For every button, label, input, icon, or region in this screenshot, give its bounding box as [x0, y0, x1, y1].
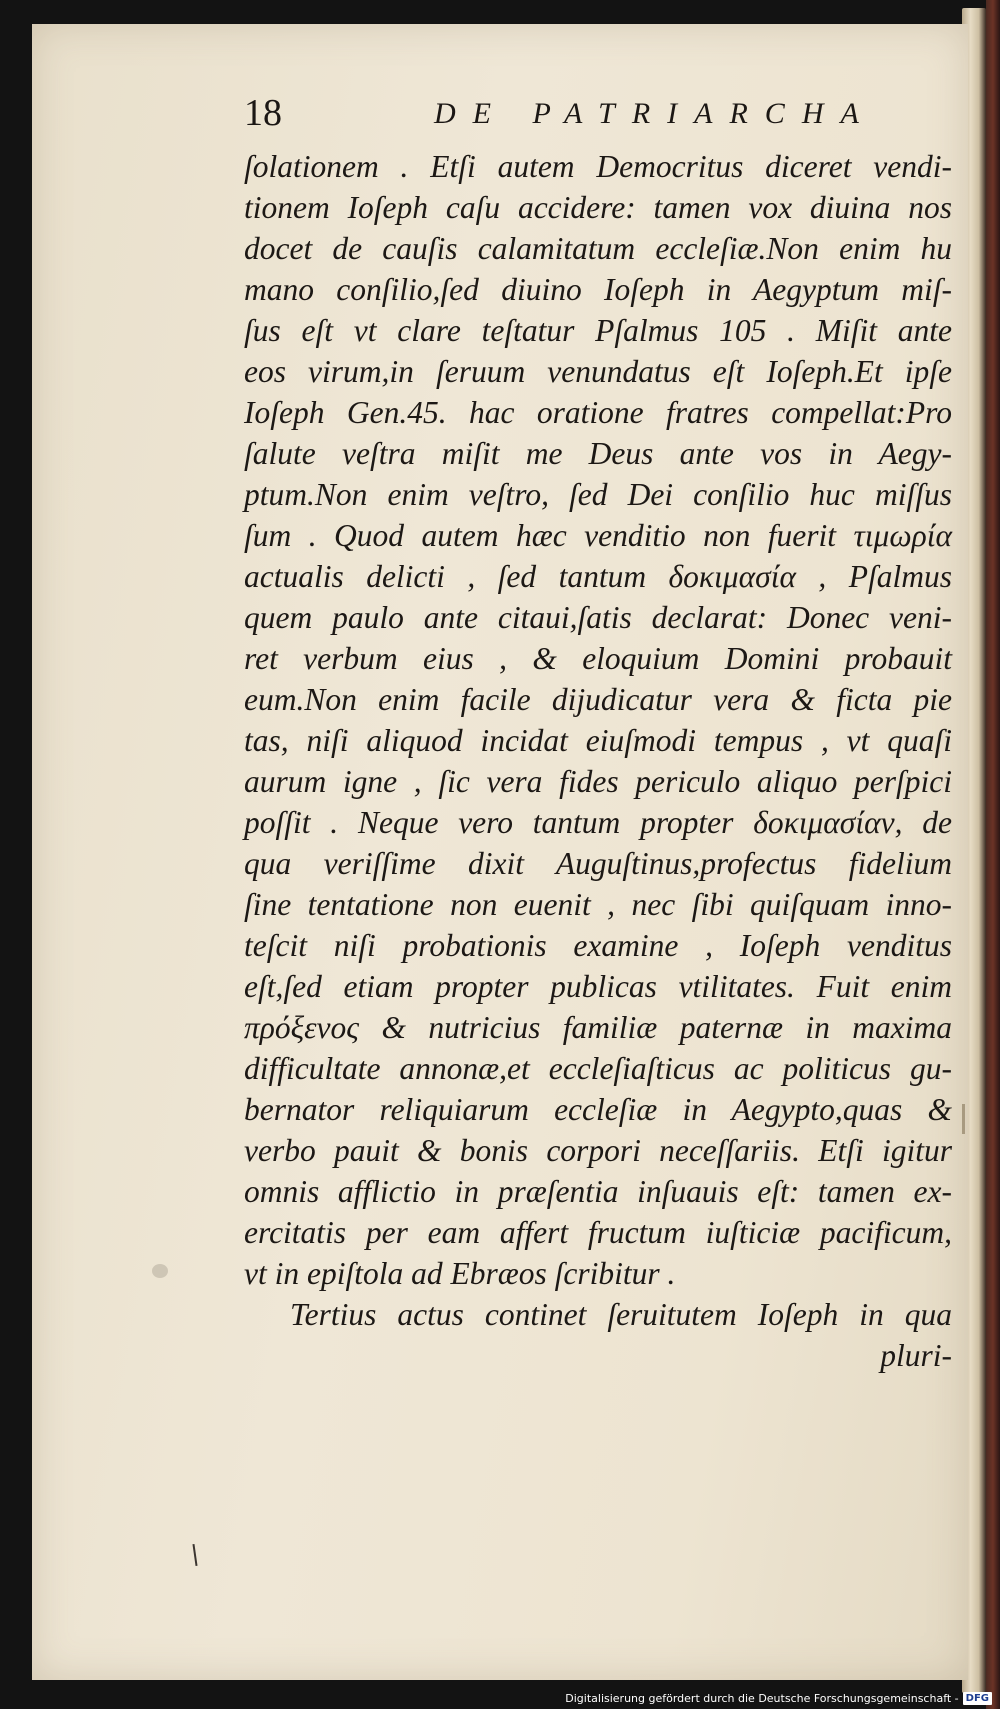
text-line: eos virum,in ſeruum venundatus eſt Ioſeph.Et ipſe — [244, 354, 952, 389]
paper-stain — [152, 1264, 168, 1278]
text-line: ſalute veſtra miſit me Deus ante vos in Aegy- — [244, 436, 952, 471]
text-line: tas, niſi aliquod incidat eiuſmodi tempus , vt quaſi — [244, 723, 952, 758]
text-line: mano conſilio,ſed diuino Ioſeph in Aegyptum miſ- — [244, 272, 952, 307]
page-header — [244, 90, 944, 140]
text-line: bernator reliquiarum eccleſiæ in Aegypto,quas & — [244, 1092, 952, 1127]
paragraph-first-line: Tertius actus continet ſeruitutem Ioſeph in qua — [290, 1297, 952, 1332]
text-line: actualis delicti , ſed tantum δοκιμασία , Pſalmus — [244, 559, 952, 594]
text-line: quem paulo ante citaui,ſatis declarat: Donec veni- — [244, 600, 952, 635]
catchword: pluri- — [880, 1338, 952, 1373]
text-line: ſum . Quod autem hæc venditio non fuerit τιμωρία — [244, 518, 952, 553]
book-cover-edge — [986, 0, 1000, 1709]
text-line: difficultate annonæ,et eccleſiaſticus ac politicus gu- — [244, 1051, 952, 1086]
text-line: πρόξενος & nutricius familiæ paternæ in maxima — [244, 1010, 952, 1045]
page-number: 18 — [244, 92, 282, 134]
text-line: teſcit niſi probationis examine , Ioſeph venditus — [244, 928, 952, 963]
main-text — [244, 146, 952, 1376]
text-line: qua veriſſime dixit Auguſtinus,profectus fidelium — [244, 846, 952, 881]
text-line: aurum igne , ſic vera fides periculo aliquo perſpici — [244, 764, 952, 799]
running-head: DE PATRIARCHA — [434, 97, 876, 130]
text-line: Ioſeph Gen.45. hac oratione fratres compellat:Pro — [244, 395, 952, 430]
text-line: docet de cauſis calamitatum eccleſiæ.Non enim hu — [244, 231, 952, 266]
paper-mark — [192, 1544, 197, 1566]
text-line: verbo pauit & bonis corpori neceſſariis. Etſi igitur — [244, 1133, 952, 1168]
text-line: tionem Ioſeph caſu accidere: tamen vox diuina nos — [244, 190, 952, 225]
text-line: vt in epiſtola ad Ebræos ſcribitur . — [244, 1256, 676, 1291]
text-line: ſine tentatione non euenit , nec ſibi quiſquam inno- — [244, 887, 952, 922]
paper-mark — [962, 1104, 965, 1134]
text-line: eum.Non enim facile dijudicatur vera & ficta pie — [244, 682, 952, 717]
text-line: ercitatis per eam affert fructum iuſticiæ pacificum, — [244, 1215, 952, 1250]
footer-credit: Digitalisierung gefördert durch die Deutsche Forschungsgemeinschaft - — [565, 1691, 959, 1705]
text-line: poſſit . Neque vero tantum propter δοκιμασίαν, de — [244, 805, 952, 840]
text-line: ptum.Non enim veſtro, ſed Dei conſilio huc miſſus — [244, 477, 952, 512]
text-line: ret verbum eius , & eloquium Domini probauit — [244, 641, 952, 676]
dfg-logo: DFG — [963, 1692, 992, 1705]
text-line: eſt,ſed etiam propter publicas vtilitates. Fuit enim — [244, 969, 952, 1004]
digitization-footer — [565, 1690, 992, 1706]
text-line: omnis afflictio in præſentia inſuauis eſt: tamen ex- — [244, 1174, 952, 1209]
text-line: ſolationem . Etſi autem Democritus diceret vendi- — [244, 149, 952, 184]
text-line: ſus eſt vt clare teſtatur Pſalmus 105 . Miſit ante — [244, 313, 952, 348]
